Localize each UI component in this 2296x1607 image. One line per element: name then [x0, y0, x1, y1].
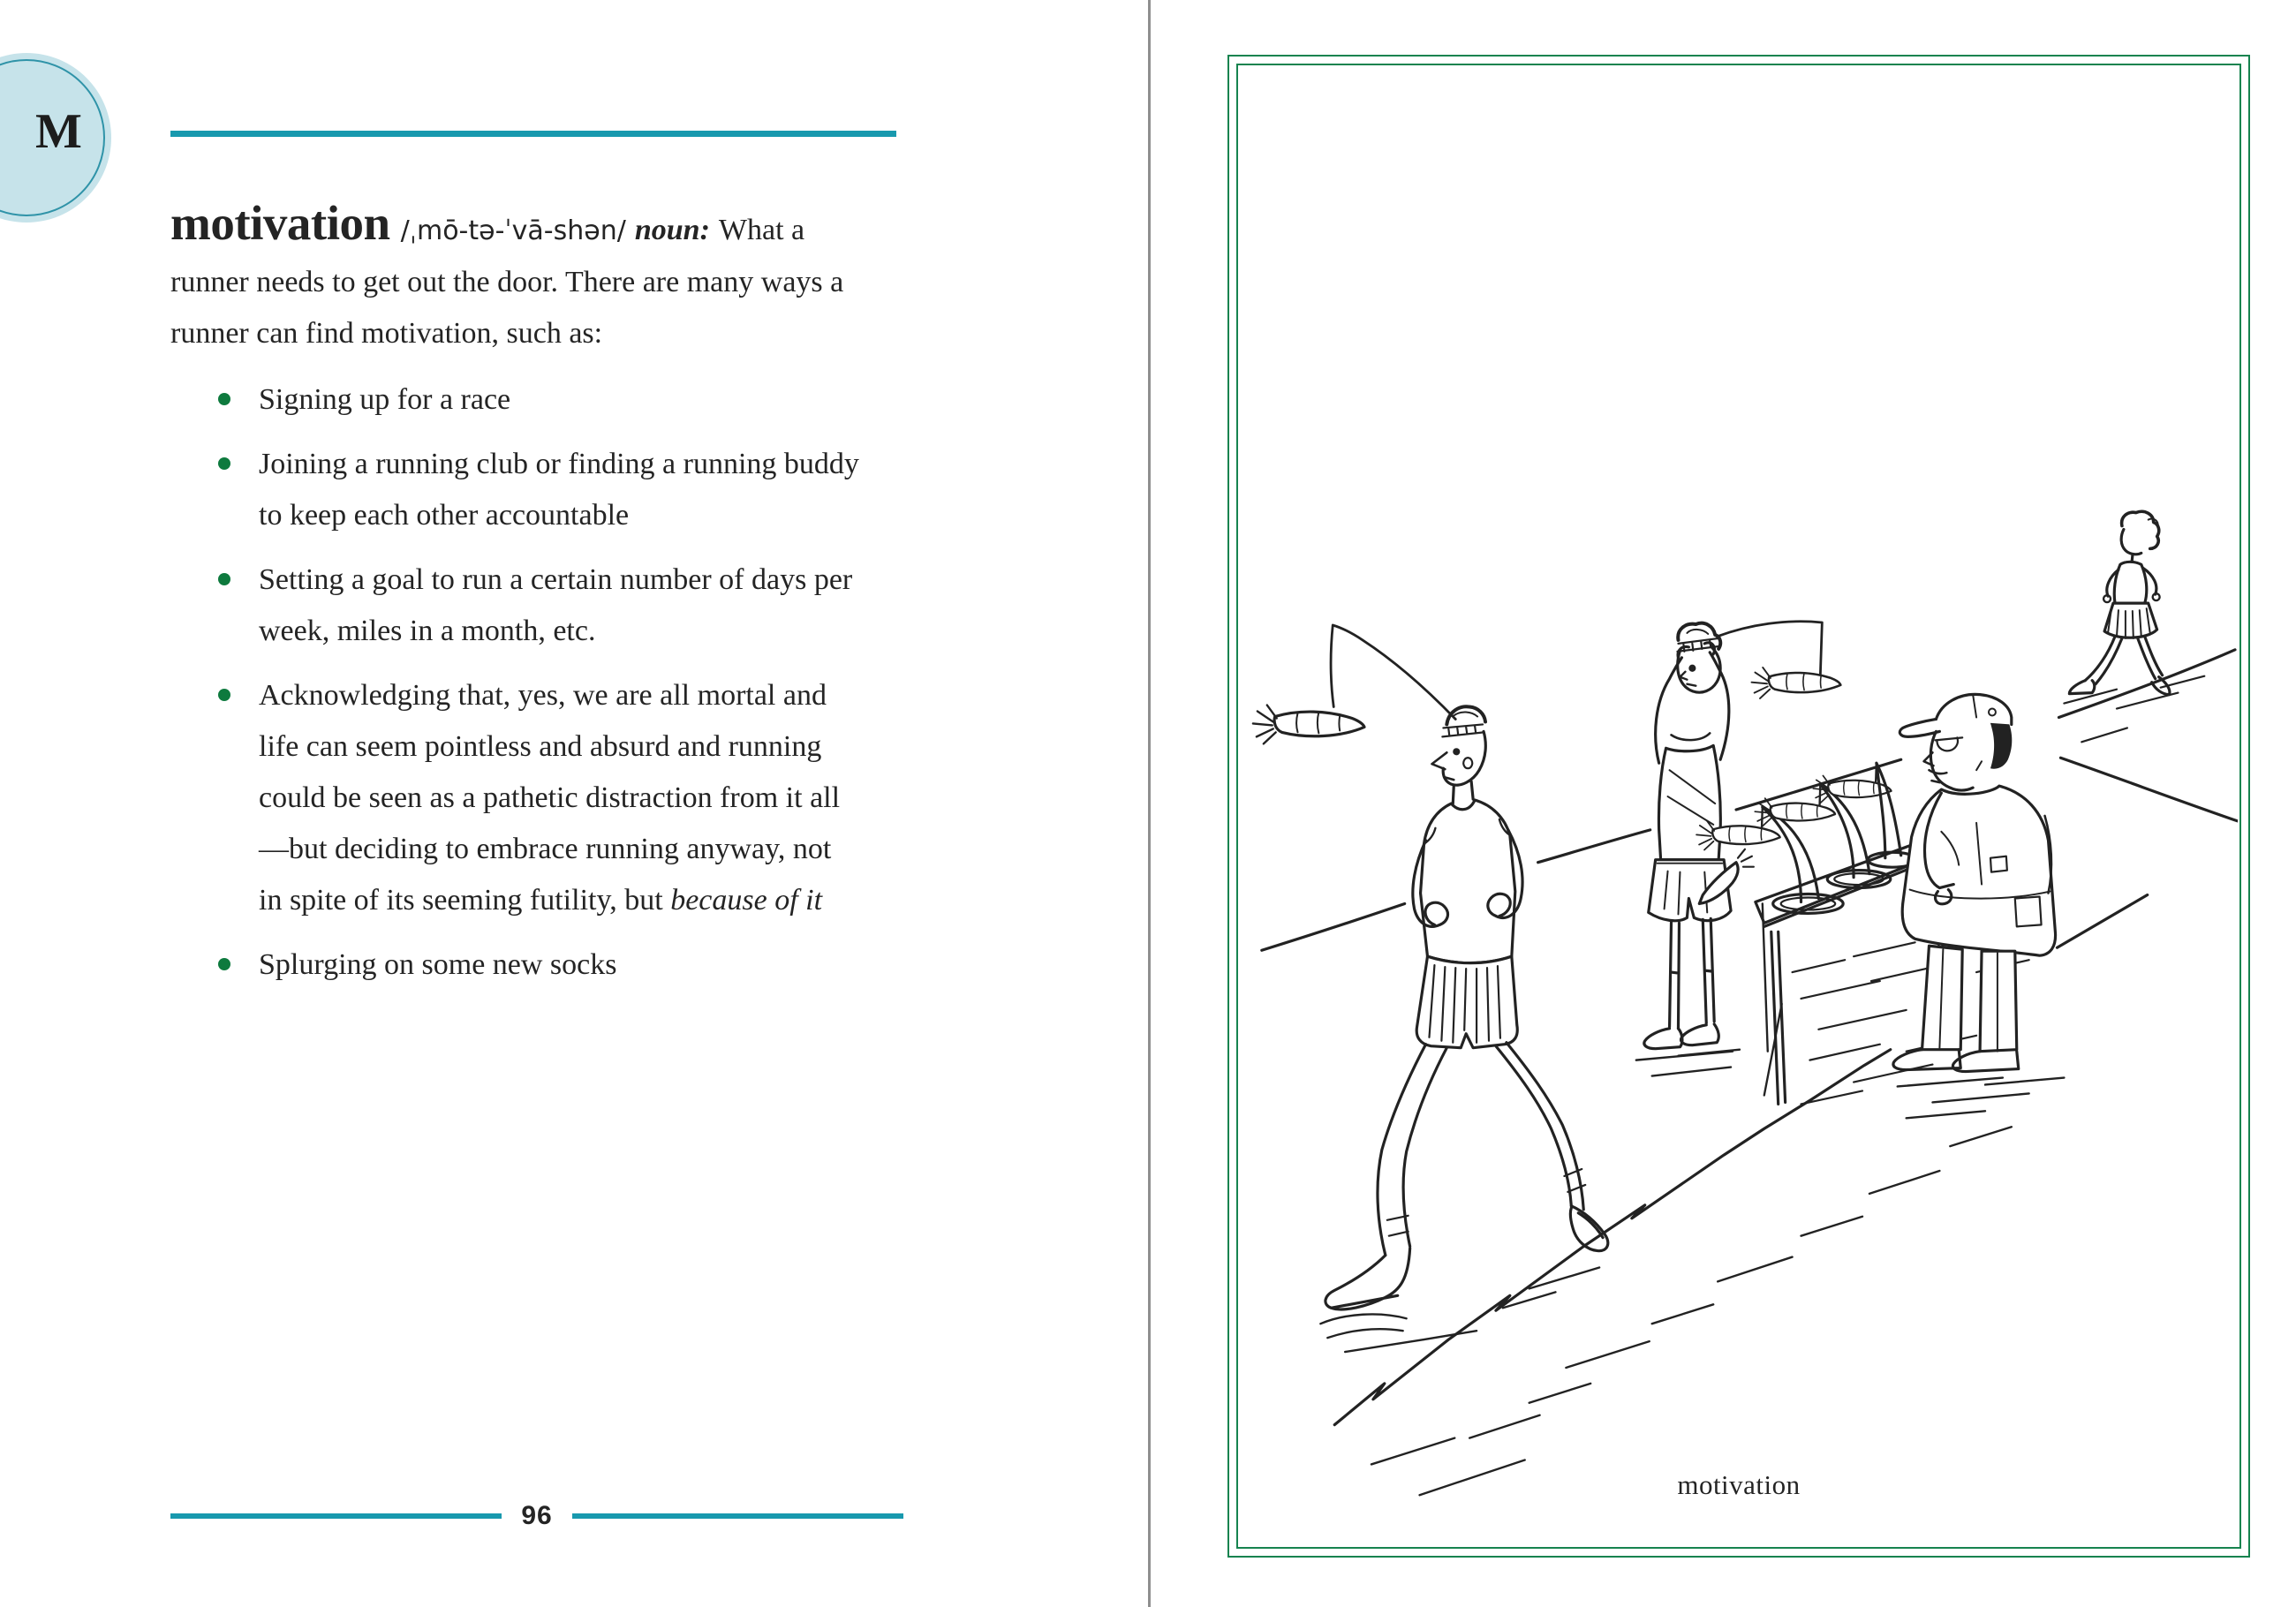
list-item: Acknowledging that, yes, we are all mortal and life can seem pointless and absurd and running could be seen as a pathetic distraction from it all—but deciding to embrace running anyway, not in spite of its seeming futility, but because of it — [170, 670, 882, 926]
list-item: Signing up for a race — [170, 374, 882, 426]
motivation-cartoon — [1240, 67, 2238, 1545]
page-number: 96 — [521, 1501, 553, 1530]
illustration-frame — [1227, 55, 2250, 1558]
list-item: Setting a goal to run a certain number of days per week, miles in a month, etc. — [170, 555, 882, 657]
pronunciation: /ˌmō-tə-ˈvā-shən/ — [400, 215, 626, 246]
footer-rule-right — [572, 1513, 903, 1519]
foreground-runner — [1253, 625, 1608, 1352]
dictionary-entry — [170, 198, 882, 1004]
entry-text — [170, 198, 882, 359]
official — [1893, 694, 2064, 1118]
motivation-list — [170, 374, 882, 991]
list-item: Joining a running club or finding a running buddy to keep each other accountable — [170, 439, 882, 541]
page-gutter-divider — [1148, 0, 1151, 1607]
footer-rule-left — [170, 1513, 502, 1519]
headword: motivation — [170, 196, 390, 250]
part-of-speech: noun: — [634, 214, 710, 246]
top-rule — [170, 131, 896, 137]
list-item: Splurging on some new socks — [170, 939, 882, 991]
illustration-caption: motivation — [1677, 1469, 1801, 1500]
definition-intro: What a runner needs to get out the door. There are many ways a runner can find motivation, such as: — [170, 214, 844, 350]
page-footer — [170, 1501, 903, 1531]
road — [1262, 650, 2238, 1495]
standing-runner — [1636, 622, 1841, 1076]
letter-tab: M — [35, 104, 82, 159]
